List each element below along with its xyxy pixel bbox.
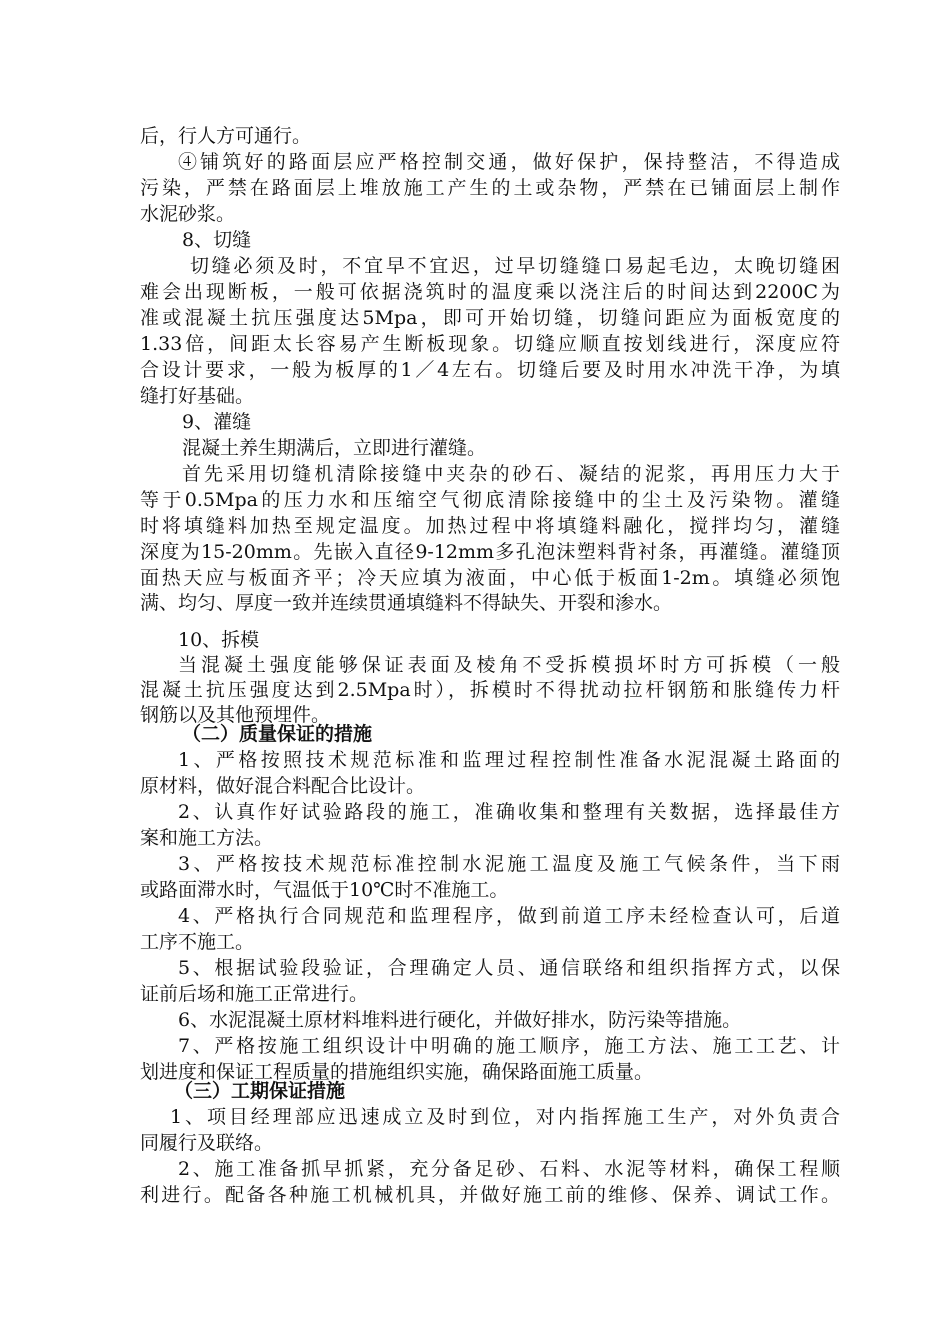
text-line: 合设计要求，一般为板厚的1／4左右。切缝后要及时用水冲洗干净，为填 bbox=[140, 359, 840, 381]
text-line: 2、施工准备抓早抓紧，充分备足砂、石料、水泥等材料，确保工程顺 bbox=[178, 1158, 840, 1180]
text-line: 首先采用切缝机清除接缝中夹杂的砂石、凝结的泥浆，再用压力大于 bbox=[182, 463, 840, 485]
section-heading: 8、切缝 bbox=[182, 229, 252, 251]
text-line: 3、严格按技术规范标准控制水泥施工温度及施工气候条件，当下雨 bbox=[178, 853, 840, 875]
text-line: 混凝土养生期满后，立即进行灌缝。 bbox=[182, 437, 487, 459]
text-line: 同履行及联络。 bbox=[140, 1132, 274, 1154]
text-line: 划进度和保证工程质量的措施组织实施，确保路面施工质量。 bbox=[140, 1061, 654, 1083]
text-line: 污染，严禁在路面层上堆放施工产生的土或杂物，严禁在已铺面层上制作 bbox=[140, 177, 840, 199]
text-line: 难会出现断板，一般可依据浇筑时的温度乘以浇注后的时间达到2200C为 bbox=[140, 281, 840, 303]
text-line: 利进行。配备各种施工机械机具，并做好施工前的维修、保养、调试工作。 bbox=[140, 1184, 840, 1206]
text-line: 切缝必须及时，不宜早不宜迟，过早切缝缝口易起毛边，太晚切缝困 bbox=[190, 255, 840, 277]
section-heading: 9、灌缝 bbox=[182, 411, 252, 433]
text-line: 等于0.5Mpa的压力水和压缩空气彻底清除接缝中的尘土及污染物。灌缝 bbox=[140, 489, 840, 511]
text-line: 混凝土抗压强度达到2.5Mpa时），拆模时不得扰动拉杆钢筋和胀缝传力杆 bbox=[140, 679, 840, 701]
text-line: ④铺筑好的路面层应严格控制交通，做好保护，保持整洁，不得造成 bbox=[178, 151, 840, 173]
text-line: 原材料，做好混合料配合比设计。 bbox=[140, 775, 426, 797]
text-line: 7、严格按施工组织设计中明确的施工顺序，施工方法、施工工艺、计 bbox=[178, 1035, 840, 1057]
text-line: 深度为15-20mm。先嵌入直径9-12mm多孔泡沫塑料背衬条，再灌缝。灌缝顶 bbox=[140, 541, 840, 563]
text-line: 案和施工方法。 bbox=[140, 827, 274, 849]
text-line: 缝打好基础。 bbox=[140, 385, 255, 407]
text-line: 1.33倍，间距太长容易产生断板现象。切缝应顺直按划线进行，深度应符 bbox=[140, 333, 840, 355]
text-line: 4、严格执行合同规范和监理程序，做到前道工序未经检查认可，后道 bbox=[178, 905, 840, 927]
text-line: 准或混凝土抗压强度达5Mpa，即可开始切缝，切缝问距应为面板宽度的 bbox=[140, 307, 840, 329]
text-line: 面热天应与板面齐平；冷天应填为液面，中心低于板面1-2m。填缝必须饱 bbox=[140, 567, 840, 589]
text-line: 时将填缝料加热至规定温度。加热过程中将填缝料融化，搅拌均匀，灌缝 bbox=[140, 515, 840, 537]
section-heading: 10、拆模 bbox=[178, 629, 260, 651]
text-line: 当混凝土强度能够保证表面及棱角不受拆模损坏时方可拆模（一般 bbox=[178, 654, 840, 676]
text-line: 1、项目经理部应迅速成立及时到位，对内指挥施工生产，对外负责合 bbox=[170, 1106, 840, 1128]
section-title: （二）质量保证的措施 bbox=[182, 723, 373, 745]
text-line: 工序不施工。 bbox=[140, 931, 255, 953]
text-line: 或路面滞水时，气温低于10℃时不准施工。 bbox=[140, 879, 509, 901]
text-line: 5、根据试验段验证，合理确定人员、通信联络和组织指挥方式，以保 bbox=[178, 957, 840, 979]
text-line: 证前后场和施工正常进行。 bbox=[140, 983, 369, 1005]
text-line: 6、水泥混凝土原材料堆料进行硬化，并做好排水，防污染等措施。 bbox=[178, 1009, 742, 1031]
text-line: 后，行人方可通行。 bbox=[140, 125, 312, 147]
text-line: 2、认真作好试验路段的施工，准确收集和整理有关数据，选择最佳方 bbox=[178, 801, 840, 823]
text-line: 钢筋以及其他预埋件。 bbox=[140, 704, 331, 726]
text-line: 1、严格按照技术规范标准和监理过程控制性准备水泥混凝土路面的 bbox=[178, 749, 840, 771]
section-title: （三）工期保证措施 bbox=[174, 1080, 346, 1102]
text-line: 水泥砂浆。 bbox=[140, 203, 236, 225]
text-line: 满、均匀、厚度一致并连续贯通填缝料不得缺失、开裂和渗水。 bbox=[140, 592, 673, 614]
